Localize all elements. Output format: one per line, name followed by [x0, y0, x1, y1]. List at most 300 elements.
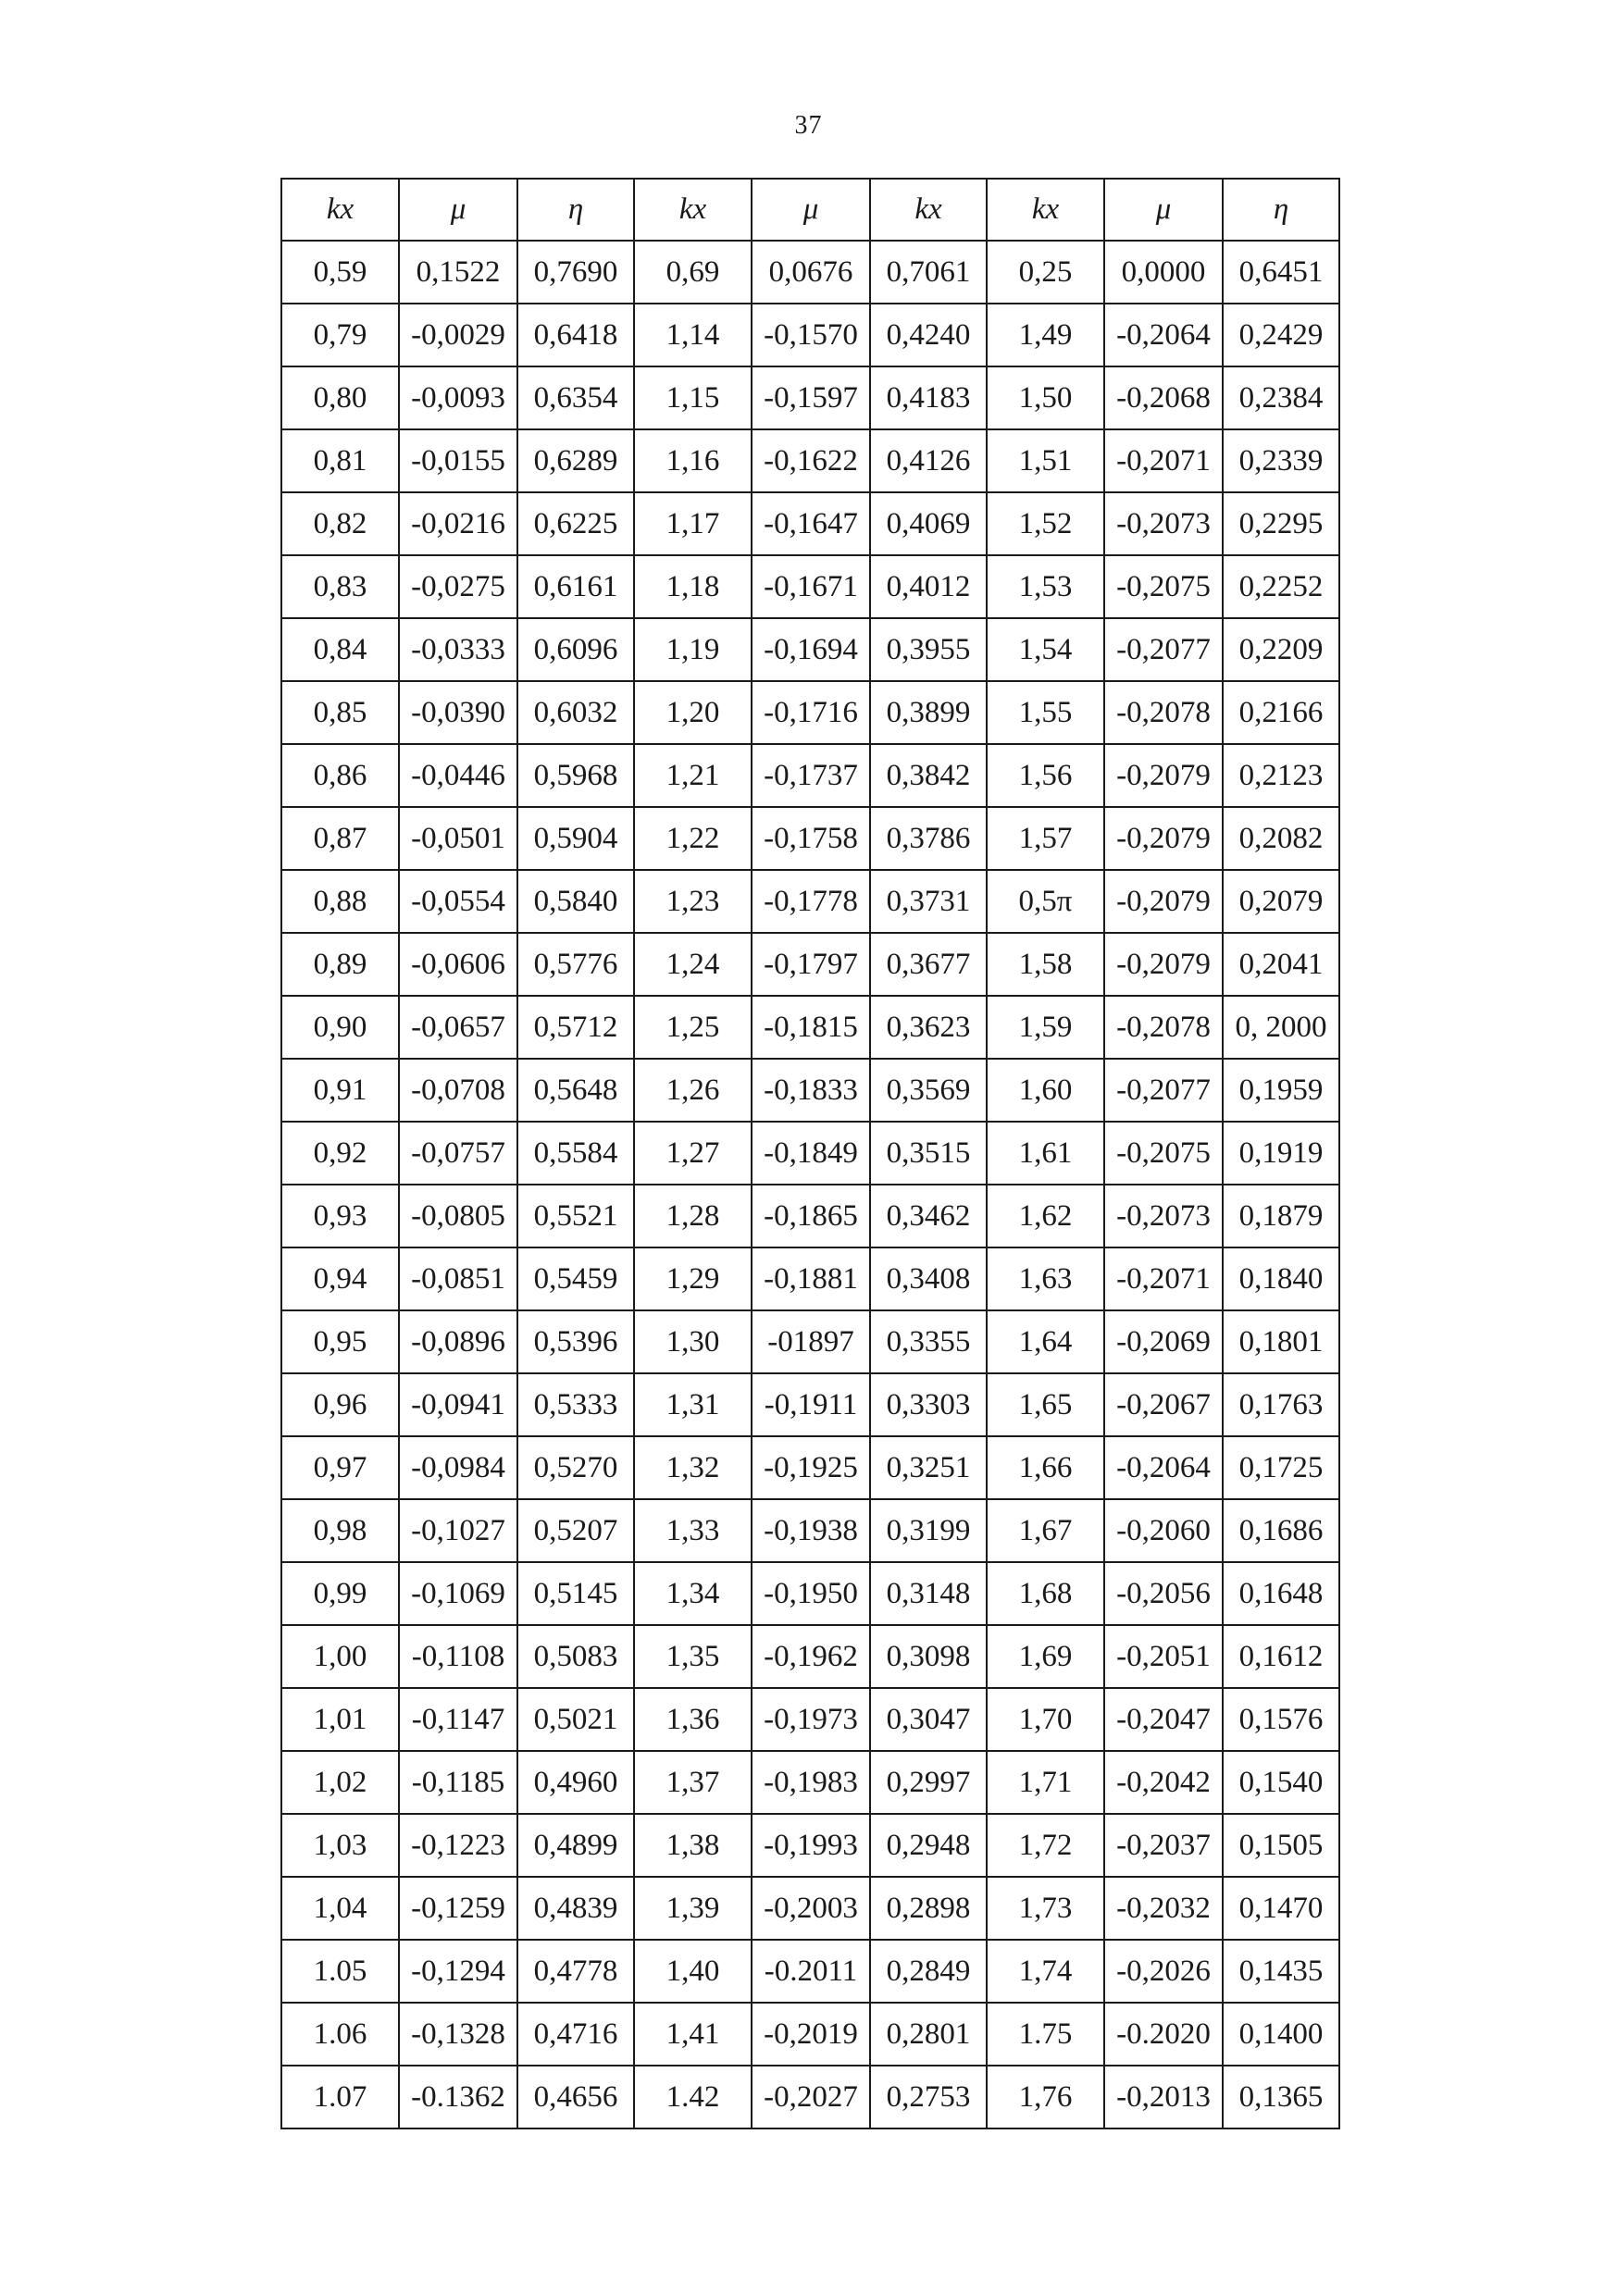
- table-cell: -0,0941: [399, 1373, 517, 1436]
- table-cell: 1,64: [987, 1310, 1104, 1373]
- table-cell: -0,2075: [1104, 1122, 1223, 1185]
- table-cell: -0,2078: [1104, 681, 1223, 744]
- table-cell: -0,2064: [1104, 1436, 1223, 1499]
- table-cell: 1,41: [634, 2003, 752, 2066]
- table-row: [281, 304, 1339, 366]
- table-cell: -0,0333: [399, 618, 517, 681]
- table-cell: 1,35: [634, 1625, 752, 1688]
- table-cell: 0,5083: [517, 1625, 634, 1688]
- data-table-container: [280, 178, 1340, 2129]
- column-header: η: [517, 179, 634, 241]
- table-row: [281, 996, 1339, 1059]
- table-cell: 0,5648: [517, 1059, 634, 1122]
- table-cell: -0,0851: [399, 1247, 517, 1310]
- table-cell: -0,2047: [1104, 1688, 1223, 1751]
- table-cell: 0,5021: [517, 1688, 634, 1751]
- table-cell: 0,3677: [870, 933, 987, 996]
- table-row: [281, 1688, 1339, 1751]
- table-cell: -0,1570: [752, 304, 870, 366]
- table-cell: 1,40: [634, 1940, 752, 2003]
- table-cell: 0,5396: [517, 1310, 634, 1373]
- table-cell: -0,1671: [752, 555, 870, 618]
- table-row: [281, 681, 1339, 744]
- table-header-row: [281, 179, 1339, 241]
- table-cell: 1,54: [987, 618, 1104, 681]
- table-cell: 0,95: [281, 1310, 399, 1373]
- table-cell: -0,1911: [752, 1373, 870, 1436]
- table-cell: 0,4716: [517, 2003, 634, 2066]
- table-cell: -0,2079: [1104, 933, 1223, 996]
- table-cell: -0,2056: [1104, 1562, 1223, 1625]
- table-cell: 0,1522: [399, 241, 517, 304]
- table-row: [281, 1814, 1339, 1877]
- table-cell: 0,2948: [870, 1814, 987, 1877]
- table-row: [281, 1562, 1339, 1625]
- table-cell: 0,1505: [1223, 1814, 1339, 1877]
- table-cell: 1,14: [634, 304, 752, 366]
- table-cell: 0,5459: [517, 1247, 634, 1310]
- table-cell: 0,3569: [870, 1059, 987, 1122]
- table-row: [281, 1499, 1339, 1562]
- table-cell: 0,6451: [1223, 241, 1339, 304]
- table-row: [281, 618, 1339, 681]
- table-cell: 0,5584: [517, 1122, 634, 1185]
- table-cell: 0,7690: [517, 241, 634, 304]
- table-cell: -0,1925: [752, 1436, 870, 1499]
- table-cell: 1,67: [987, 1499, 1104, 1562]
- table-cell: 0,83: [281, 555, 399, 618]
- table-cell: 0,87: [281, 807, 399, 870]
- table-cell: 1,25: [634, 996, 752, 1059]
- table-cell: -0,1778: [752, 870, 870, 933]
- table-cell: -0,0606: [399, 933, 517, 996]
- table-cell: 0,4126: [870, 429, 987, 492]
- table-row: [281, 1247, 1339, 1310]
- table-cell: 0,84: [281, 618, 399, 681]
- table-cell: -0,2078: [1104, 996, 1223, 1059]
- table-cell: 0,79: [281, 304, 399, 366]
- table-row: [281, 1122, 1339, 1185]
- table-cell: 0,3355: [870, 1310, 987, 1373]
- table-cell: -0,1716: [752, 681, 870, 744]
- table-cell: -0,1881: [752, 1247, 870, 1310]
- table-cell: -0,1108: [399, 1625, 517, 1688]
- table-cell: 0,88: [281, 870, 399, 933]
- table-cell: 0,1840: [1223, 1247, 1339, 1310]
- table-cell: 0,1648: [1223, 1562, 1339, 1625]
- table-cell: -0,1973: [752, 1688, 870, 1751]
- table-cell: 0,1763: [1223, 1373, 1339, 1436]
- table-cell: -0,2042: [1104, 1751, 1223, 1814]
- table-cell: 0,3786: [870, 807, 987, 870]
- table-cell: 0,2898: [870, 1877, 987, 1940]
- table-cell: 1,21: [634, 744, 752, 807]
- table-cell: -0,1622: [752, 429, 870, 492]
- table-cell: -0,0446: [399, 744, 517, 807]
- table-cell: 1,65: [987, 1373, 1104, 1436]
- table-cell: 0,1365: [1223, 2066, 1339, 2128]
- table-cell: -0,2073: [1104, 492, 1223, 555]
- table-row: [281, 1625, 1339, 1688]
- table-cell: -0,2079: [1104, 807, 1223, 870]
- table-cell: 0,1540: [1223, 1751, 1339, 1814]
- table-cell: -0,0984: [399, 1436, 517, 1499]
- table-cell: 1,61: [987, 1122, 1104, 1185]
- table-row: [281, 1436, 1339, 1499]
- table-cell: 0,7061: [870, 241, 987, 304]
- table-cell: 0,6354: [517, 366, 634, 429]
- table-cell: 0,4069: [870, 492, 987, 555]
- table-cell: 1.75: [987, 2003, 1104, 2066]
- table-cell: 0,5712: [517, 996, 634, 1059]
- column-header: η: [1223, 179, 1339, 241]
- table-cell: 0,97: [281, 1436, 399, 1499]
- table-row: [281, 2066, 1339, 2128]
- table-cell: 0,4183: [870, 366, 987, 429]
- table-row: [281, 744, 1339, 807]
- table-cell: -0.2011: [752, 1940, 870, 2003]
- table-cell: 0,80: [281, 366, 399, 429]
- table-cell: -0,1069: [399, 1562, 517, 1625]
- table-row: [281, 870, 1339, 933]
- table-cell: -0,1185: [399, 1751, 517, 1814]
- table-cell: 0,86: [281, 744, 399, 807]
- table-cell: 0,1576: [1223, 1688, 1339, 1751]
- table-row: [281, 241, 1339, 304]
- table-cell: 1,36: [634, 1688, 752, 1751]
- table-cell: 0,1400: [1223, 2003, 1339, 2066]
- table-cell: -0,1647: [752, 492, 870, 555]
- table-cell: 0,94: [281, 1247, 399, 1310]
- table-cell: 1,03: [281, 1814, 399, 1877]
- table-cell: 0,98: [281, 1499, 399, 1562]
- table-cell: 0,3303: [870, 1373, 987, 1436]
- table-cell: 0,1959: [1223, 1059, 1339, 1122]
- table-cell: 0,3251: [870, 1436, 987, 1499]
- table-cell: -0,2026: [1104, 1940, 1223, 2003]
- column-header: μ: [752, 179, 870, 241]
- table-cell: 0,3842: [870, 744, 987, 807]
- table-cell: -0,1758: [752, 807, 870, 870]
- table-cell: -0,1737: [752, 744, 870, 807]
- table-cell: 0,2123: [1223, 744, 1339, 807]
- table-row: [281, 555, 1339, 618]
- table-cell: 1,69: [987, 1625, 1104, 1688]
- column-header: μ: [1104, 179, 1223, 241]
- table-cell: 0,3955: [870, 618, 987, 681]
- table-cell: -0,1950: [752, 1562, 870, 1625]
- table-cell: 0,2429: [1223, 304, 1339, 366]
- table-cell: 1,15: [634, 366, 752, 429]
- table-cell: 0,5145: [517, 1562, 634, 1625]
- column-header: kx: [281, 179, 399, 241]
- table-cell: 1,51: [987, 429, 1104, 492]
- table-cell: 0,5π: [987, 870, 1104, 933]
- table-cell: 0,85: [281, 681, 399, 744]
- table-cell: -0,1597: [752, 366, 870, 429]
- table-cell: -0,0805: [399, 1185, 517, 1247]
- table-cell: -0,0657: [399, 996, 517, 1059]
- table-cell: 1,39: [634, 1877, 752, 1940]
- table-cell: 1.06: [281, 2003, 399, 2066]
- table-cell: 1,50: [987, 366, 1104, 429]
- table-cell: -0.1362: [399, 2066, 517, 2128]
- table-cell: 0,5840: [517, 870, 634, 933]
- table-cell: -0,1962: [752, 1625, 870, 1688]
- table-cell: 1.07: [281, 2066, 399, 2128]
- table-cell: 0,2801: [870, 2003, 987, 2066]
- table-cell: 0,5521: [517, 1185, 634, 1247]
- table-cell: 0,6418: [517, 304, 634, 366]
- table-cell: -0,1815: [752, 996, 870, 1059]
- table-cell: 0,1879: [1223, 1185, 1339, 1247]
- table-cell: 0,25: [987, 241, 1104, 304]
- table-cell: -0,2064: [1104, 304, 1223, 366]
- column-header: μ: [399, 179, 517, 241]
- table-cell: 1,02: [281, 1751, 399, 1814]
- table-cell: 1,19: [634, 618, 752, 681]
- table-cell: 0,6032: [517, 681, 634, 744]
- table-cell: 0,2209: [1223, 618, 1339, 681]
- table-row: [281, 429, 1339, 492]
- table-cell: 0,3408: [870, 1247, 987, 1310]
- table-cell: 1.05: [281, 1940, 399, 2003]
- table-cell: -0,2060: [1104, 1499, 1223, 1562]
- table-cell: 0,4960: [517, 1751, 634, 1814]
- table-row: [281, 1373, 1339, 1436]
- table-cell: -0,1027: [399, 1499, 517, 1562]
- table-cell: 0,5270: [517, 1436, 634, 1499]
- table-cell: -0,0029: [399, 304, 517, 366]
- table-cell: -0,1259: [399, 1877, 517, 1940]
- table-cell: 0,2753: [870, 2066, 987, 2128]
- table-cell: 0,6225: [517, 492, 634, 555]
- column-header: kx: [870, 179, 987, 241]
- table-cell: 0,6161: [517, 555, 634, 618]
- table-cell: 1,22: [634, 807, 752, 870]
- table-cell: 1,68: [987, 1562, 1104, 1625]
- table-cell: -0,2077: [1104, 1059, 1223, 1122]
- table-cell: -0,1147: [399, 1688, 517, 1751]
- table-cell: 0,4656: [517, 2066, 634, 2128]
- page-number: 37: [794, 111, 823, 140]
- table-cell: 0,3623: [870, 996, 987, 1059]
- table-cell: 1,59: [987, 996, 1104, 1059]
- table-cell: -0,0708: [399, 1059, 517, 1122]
- table-cell: 0,1470: [1223, 1877, 1339, 1940]
- table-cell: 1,49: [987, 304, 1104, 366]
- table-cell: 0,3462: [870, 1185, 987, 1247]
- table-cell: 0,82: [281, 492, 399, 555]
- table-cell: -0,0896: [399, 1310, 517, 1373]
- table-cell: 0,81: [281, 429, 399, 492]
- table-cell: 1,32: [634, 1436, 752, 1499]
- table-cell: 1,56: [987, 744, 1104, 807]
- table-cell: -0,0155: [399, 429, 517, 492]
- table-row: [281, 933, 1339, 996]
- table-cell: 0,3899: [870, 681, 987, 744]
- table-cell: -0,0275: [399, 555, 517, 618]
- table-cell: -0,2079: [1104, 744, 1223, 807]
- table-row: [281, 366, 1339, 429]
- table-cell: -0.2020: [1104, 2003, 1223, 2066]
- table-cell: 0,69: [634, 241, 752, 304]
- table-cell: 0,0676: [752, 241, 870, 304]
- table-cell: 1,17: [634, 492, 752, 555]
- table-cell: 0,3731: [870, 870, 987, 933]
- table-cell: 0,1435: [1223, 1940, 1339, 2003]
- table-cell: 0,92: [281, 1122, 399, 1185]
- table-cell: 1,23: [634, 870, 752, 933]
- table-cell: -0,2079: [1104, 870, 1223, 933]
- table-cell: 0,5968: [517, 744, 634, 807]
- table-cell: -0,2019: [752, 2003, 870, 2066]
- table-row: [281, 1310, 1339, 1373]
- table-cell: 0,3098: [870, 1625, 987, 1688]
- table-cell: 1,33: [634, 1499, 752, 1562]
- table-cell: -0,1694: [752, 618, 870, 681]
- table-cell: 0,4899: [517, 1814, 634, 1877]
- table-cell: 1,34: [634, 1562, 752, 1625]
- column-header: kx: [634, 179, 752, 241]
- table-cell: -0,0757: [399, 1122, 517, 1185]
- table-cell: -0,1797: [752, 933, 870, 996]
- table-cell: -0,0093: [399, 366, 517, 429]
- column-header: kx: [987, 179, 1104, 241]
- table-cell: 0,2339: [1223, 429, 1339, 492]
- table-cell: 0,1725: [1223, 1436, 1339, 1499]
- table-cell: 1,26: [634, 1059, 752, 1122]
- table-cell: 0,6289: [517, 429, 634, 492]
- table-cell: 0,5776: [517, 933, 634, 996]
- table-cell: 0,99: [281, 1562, 399, 1625]
- table-cell: 1,60: [987, 1059, 1104, 1122]
- table-cell: 0,91: [281, 1059, 399, 1122]
- table-cell: 1,72: [987, 1814, 1104, 1877]
- table-cell: 1,74: [987, 1940, 1104, 2003]
- table-body: [281, 241, 1339, 2128]
- table-cell: 0,3199: [870, 1499, 987, 1562]
- table-row: [281, 1059, 1339, 1122]
- table-cell: 1,29: [634, 1247, 752, 1310]
- table-cell: -0,2051: [1104, 1625, 1223, 1688]
- table-cell: 1,16: [634, 429, 752, 492]
- table-cell: 1,24: [634, 933, 752, 996]
- table-cell: -0,0554: [399, 870, 517, 933]
- table-cell: 1,73: [987, 1877, 1104, 1940]
- table-cell: 0,0000: [1104, 241, 1223, 304]
- table-cell: 1.42: [634, 2066, 752, 2128]
- table-cell: 1,70: [987, 1688, 1104, 1751]
- table-cell: 0,2295: [1223, 492, 1339, 555]
- table-row: [281, 1751, 1339, 1814]
- table-cell: 0,90: [281, 996, 399, 1059]
- table-cell: 0,93: [281, 1185, 399, 1247]
- table-cell: 1,58: [987, 933, 1104, 996]
- table-cell: -0,0501: [399, 807, 517, 870]
- table-cell: -0,1993: [752, 1814, 870, 1877]
- table-cell: -0,0390: [399, 681, 517, 744]
- table-cell: 1,20: [634, 681, 752, 744]
- table-cell: -0,2075: [1104, 555, 1223, 618]
- table-cell: 0,3148: [870, 1562, 987, 1625]
- table-cell: 1,31: [634, 1373, 752, 1436]
- table-row: [281, 1877, 1339, 1940]
- table-cell: -0,2077: [1104, 618, 1223, 681]
- table-cell: -0,1983: [752, 1751, 870, 1814]
- table-cell: 0,1612: [1223, 1625, 1339, 1688]
- table-cell: -0,2013: [1104, 2066, 1223, 2128]
- table-cell: -0,1328: [399, 2003, 517, 2066]
- table-cell: 0,5904: [517, 807, 634, 870]
- table-cell: 0,5333: [517, 1373, 634, 1436]
- table-cell: 0,4778: [517, 1940, 634, 2003]
- table-cell: 0,2041: [1223, 933, 1339, 996]
- table-cell: -0,2027: [752, 2066, 870, 2128]
- table-cell: 1,76: [987, 2066, 1104, 2128]
- table-row: [281, 492, 1339, 555]
- table-cell: 0,2384: [1223, 366, 1339, 429]
- table-cell: 1,38: [634, 1814, 752, 1877]
- table-cell: -0,2067: [1104, 1373, 1223, 1436]
- table-cell: 1,01: [281, 1688, 399, 1751]
- table-cell: 1,53: [987, 555, 1104, 618]
- table-cell: -0,2071: [1104, 1247, 1223, 1310]
- table-cell: -0,1833: [752, 1059, 870, 1122]
- table-cell: -0,1865: [752, 1185, 870, 1247]
- table-cell: 0,89: [281, 933, 399, 996]
- table-cell: 1,71: [987, 1751, 1104, 1814]
- table-cell: 1,62: [987, 1185, 1104, 1247]
- table-cell: 0,3047: [870, 1688, 987, 1751]
- table-cell: 1,00: [281, 1625, 399, 1688]
- table-cell: -0,2032: [1104, 1877, 1223, 1940]
- table-cell: 0,1801: [1223, 1310, 1339, 1373]
- table-cell: -0,2003: [752, 1877, 870, 1940]
- table-row: [281, 1185, 1339, 1247]
- table-cell: 0,4240: [870, 304, 987, 366]
- table-cell: 0,2166: [1223, 681, 1339, 744]
- table-cell: 1,57: [987, 807, 1104, 870]
- table-cell: 1,37: [634, 1751, 752, 1814]
- table-cell: 1,04: [281, 1877, 399, 1940]
- table-cell: 0,1686: [1223, 1499, 1339, 1562]
- table-cell: 0,2849: [870, 1940, 987, 2003]
- table-cell: -0,1294: [399, 1940, 517, 2003]
- table-cell: 0,5207: [517, 1499, 634, 1562]
- table-cell: 0,6096: [517, 618, 634, 681]
- table-cell: -0,2073: [1104, 1185, 1223, 1247]
- table-cell: 0,2997: [870, 1751, 987, 1814]
- table-cell: -01897: [752, 1310, 870, 1373]
- table-cell: 1,27: [634, 1122, 752, 1185]
- table-cell: 0,4839: [517, 1877, 634, 1940]
- table-cell: 0, 2000: [1223, 996, 1339, 1059]
- table-cell: 0,59: [281, 241, 399, 304]
- table-cell: 0,96: [281, 1373, 399, 1436]
- table-cell: -0,2069: [1104, 1310, 1223, 1373]
- table-cell: -0,2068: [1104, 366, 1223, 429]
- table-cell: -0,0216: [399, 492, 517, 555]
- table-cell: -0,1223: [399, 1814, 517, 1877]
- table-cell: 0,2252: [1223, 555, 1339, 618]
- table-cell: 1,66: [987, 1436, 1104, 1499]
- table-cell: 1,52: [987, 492, 1104, 555]
- table-row: [281, 2003, 1339, 2066]
- table-cell: 0,4012: [870, 555, 987, 618]
- table-cell: 1,18: [634, 555, 752, 618]
- table-row: [281, 807, 1339, 870]
